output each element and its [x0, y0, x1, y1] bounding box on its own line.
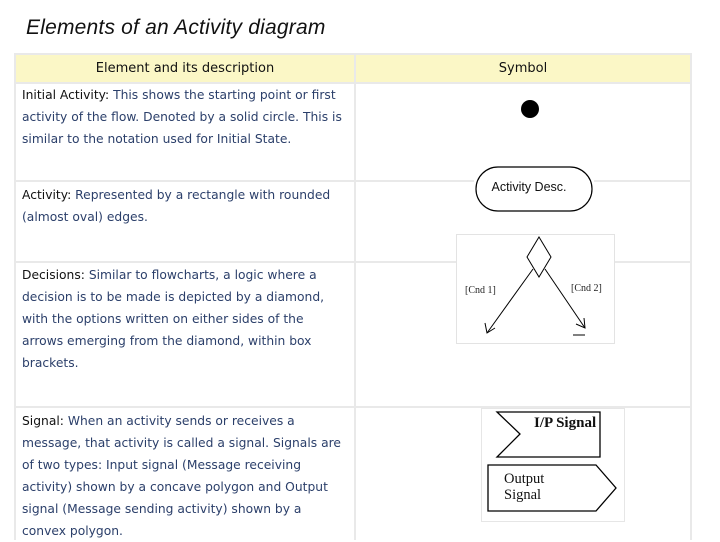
text-signal: When an activity sends or receives a message, that activity is called a signal. Signals are of two types: Input signal (Message receiving activity) shown by a concave polygon and Output signal (Message sending activity) shown by a convex polygon. — [22, 414, 341, 538]
decision-symbol — [456, 234, 615, 344]
row-decisions-description — [16, 263, 354, 406]
term-signal: Signal: — [22, 414, 64, 428]
initial-activity-symbol — [516, 96, 544, 124]
decision-right-condition: [Cnd 2] — [571, 283, 602, 294]
text-initial-activity: This shows the starting point or first activity of the flow. Denoted by a solid circle. This is similar to the notation used for Initial State. — [22, 88, 342, 146]
activity-symbol — [474, 163, 594, 215]
solid-circle-icon — [516, 96, 544, 124]
text-decisions: Similar to flowcharts, a logic where a decision is to be made is depicted by a diamond, with the options written on either sides of the arrows emerging from the diamond, within box brackets. — [22, 268, 325, 370]
output-signal-line2: Signal — [504, 487, 542, 503]
row-signal-description — [16, 408, 354, 540]
header-symbol: Symbol — [356, 55, 690, 82]
decision-left-condition: [Cnd 1] — [465, 285, 496, 296]
term-decisions: Decisions: — [22, 268, 85, 282]
row-activity-description — [16, 182, 354, 261]
term-initial-activity: Initial Activity: — [22, 88, 110, 102]
decision-left-label: Cnd 1 — [468, 285, 493, 296]
text-activity: Represented by a rectangle with rounded (almost oval) edges. — [22, 188, 331, 224]
activity-symbol-label: Activity Desc. — [491, 180, 567, 194]
decision-right-label: Cnd 2 — [574, 283, 599, 294]
signal-symbols — [481, 408, 625, 522]
output-signal-line1: Output — [504, 471, 545, 487]
term-activity: Activity: — [22, 188, 72, 202]
row-initial-activity-description — [16, 84, 354, 180]
header-description: Element and its description — [16, 55, 354, 82]
input-signal-label: I/P Signal — [534, 415, 597, 431]
output-signal-label — [504, 471, 544, 503]
slide-title: Elements of an Activity diagram — [26, 16, 326, 39]
